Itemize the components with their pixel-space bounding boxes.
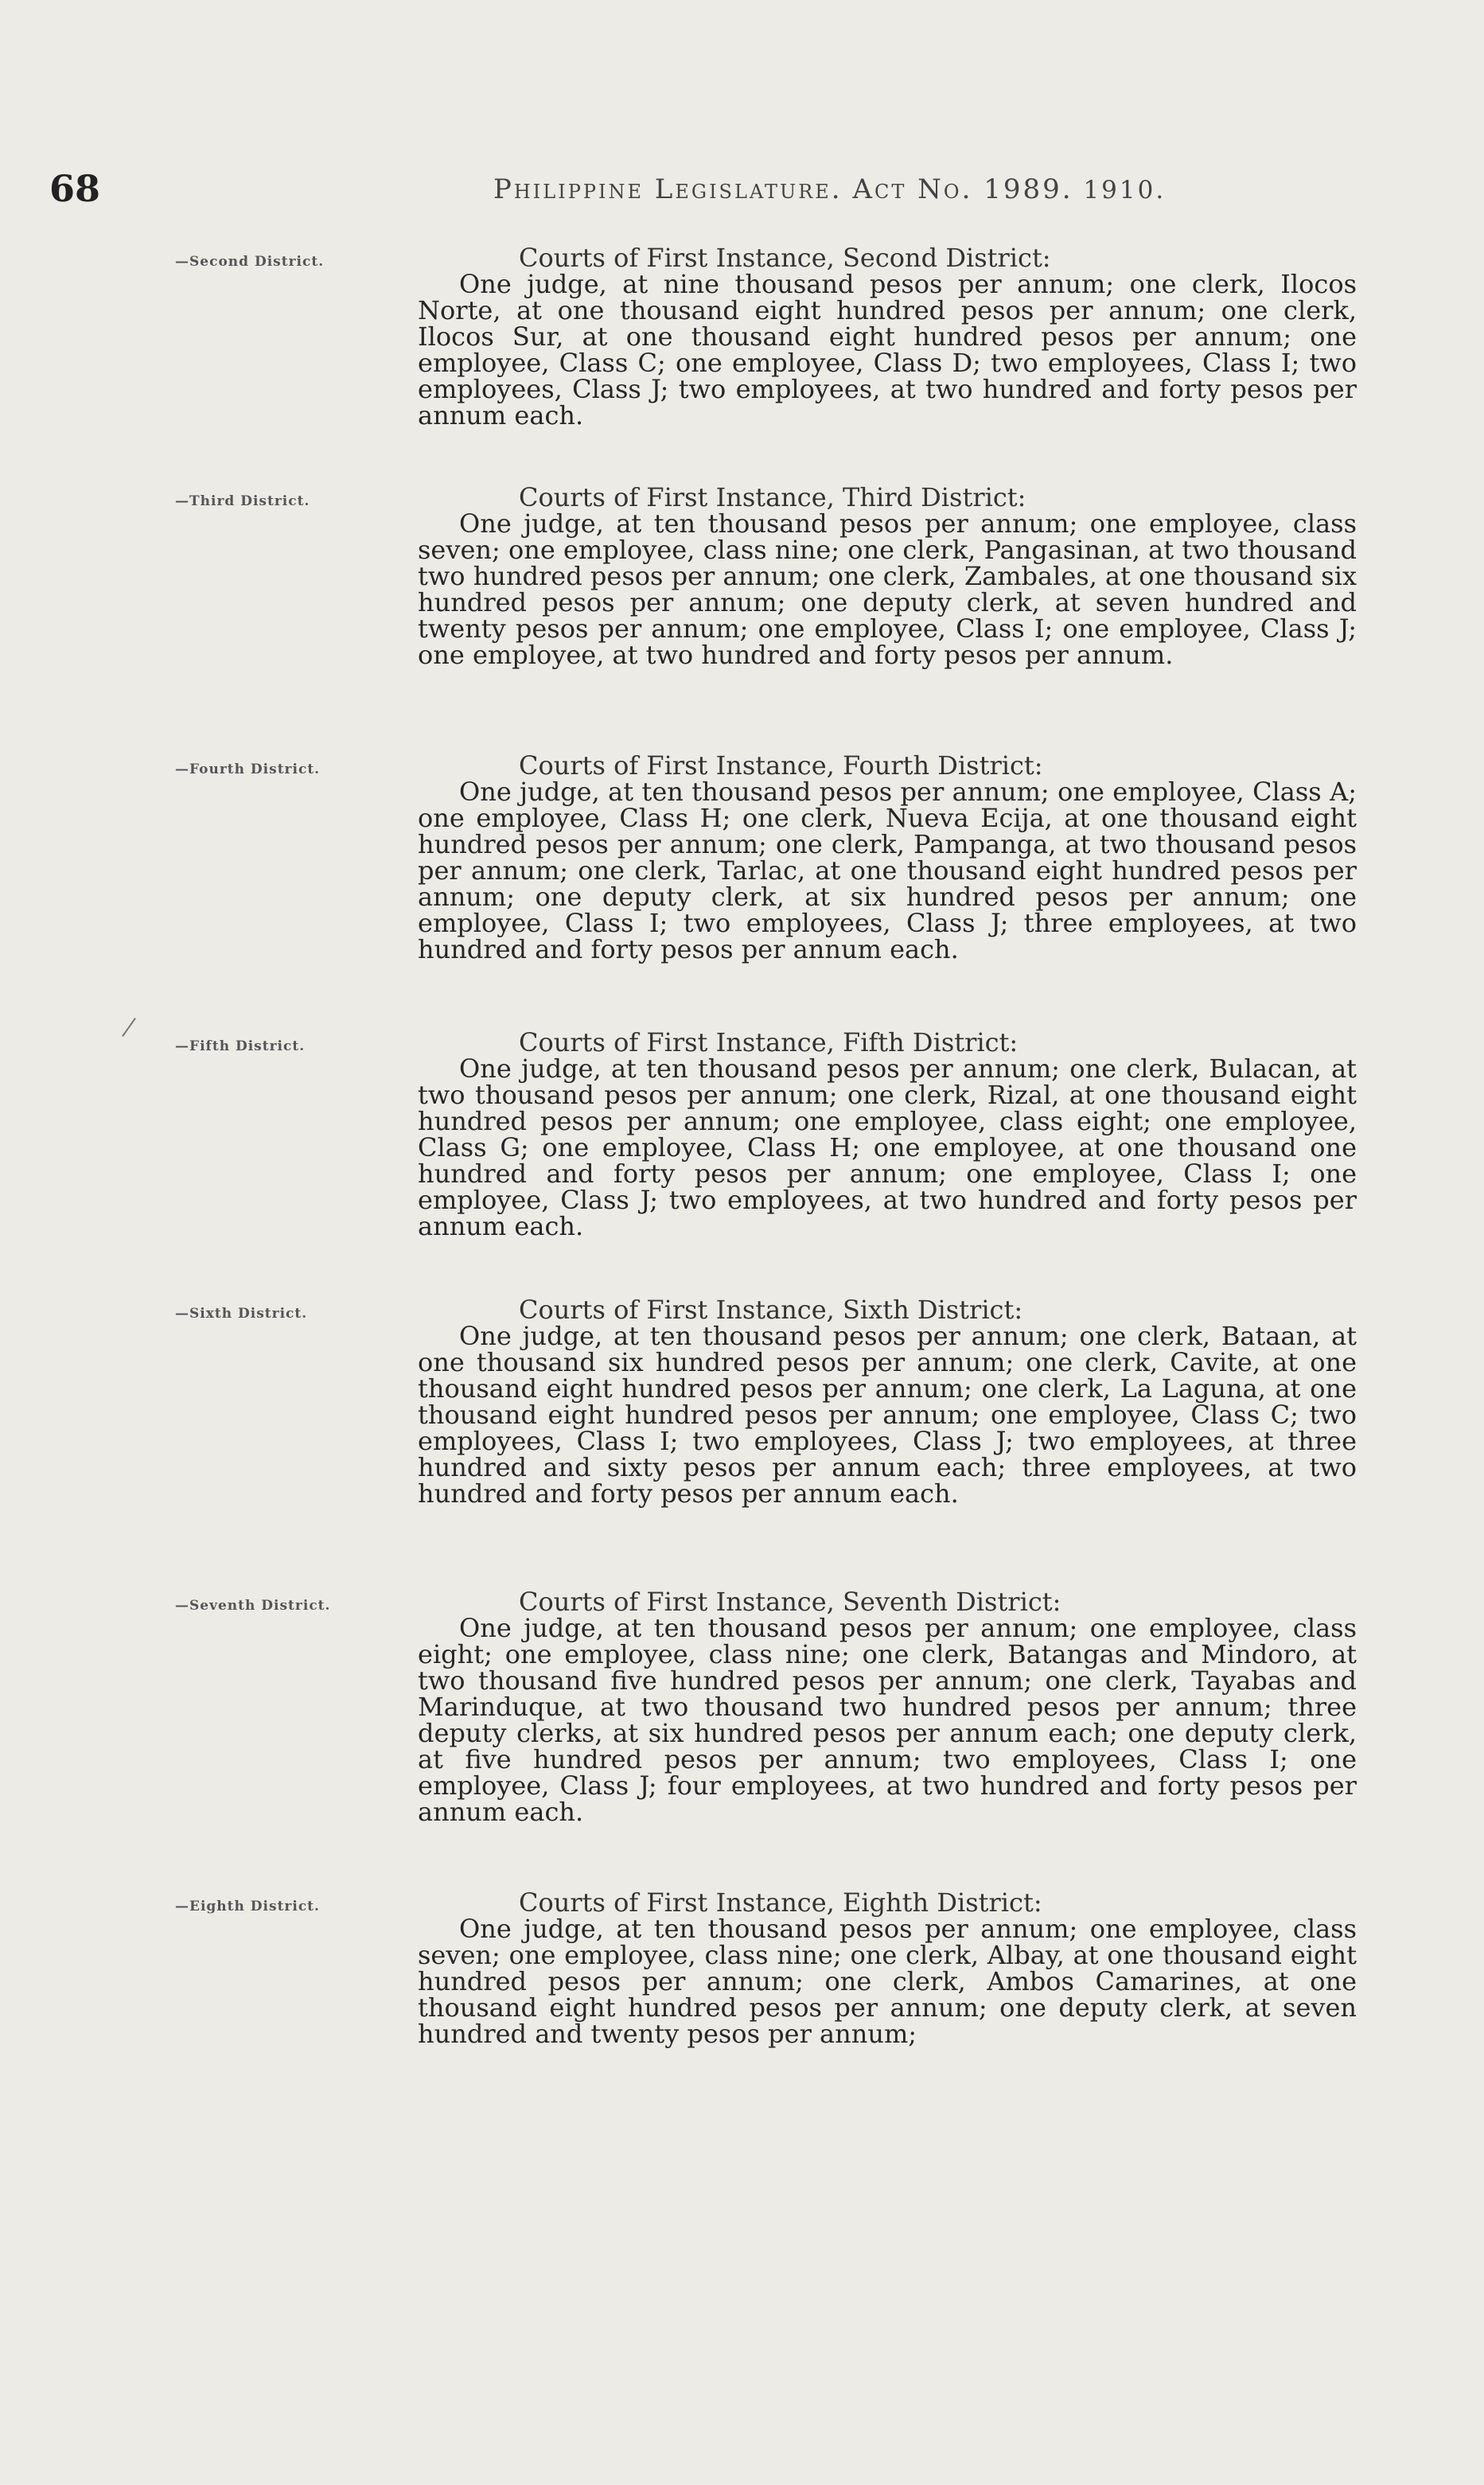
section-heading: Courts of First Instance, Fourth District: (519, 750, 1043, 781)
side-note: —Fourth District. (175, 761, 321, 777)
side-note: —Seventh District. (175, 1598, 331, 1614)
section-heading: Courts of First Instance, Second District: (519, 243, 1051, 273)
side-note: —Second District. (175, 254, 325, 270)
side-note: —Sixth District. (175, 1306, 308, 1322)
section-text: One judge, at ten thousand pesos per annum; one employee, Class A; one employee, Class H; one clerk, Nueva Ecija, at one thousand eight hundred pesos per annum; one clerk, Pampanga, at two thousand pesos per annum; one clerk, Tarlac, at one thousand eight hundred pesos per annum; one deputy clerk, at six hundred pesos per annum; one employee, Class I; two employees, Class J; three employees, at two hundred and forty pesos per annum each. (418, 777, 1357, 964)
stray-pencil-mark (122, 1018, 136, 1037)
section-heading: Courts of First Instance, Third District: (519, 482, 1026, 512)
section-text: One judge, at ten thousand pesos per annum; one clerk, Bataan, at one thousand six hundred pesos per annum; one clerk, Cavite, at one thousand eight hundred pesos per annum; one clerk, La Laguna, at one thousand eight hundred pesos per annum; one employee, Class C; two employees, Class I; two employees, Class J; two employees, at three hundred and sixty pesos per annum each; three employees, at two hundred and forty pesos per annum each. (418, 1321, 1357, 1509)
section-heading: Courts of First Instance, Fifth District: (519, 1027, 1019, 1057)
running-head (493, 173, 1166, 205)
section-heading: Courts of First Instance, Seventh District: (519, 1587, 1061, 1617)
page-number: 68 (49, 167, 101, 210)
running-head-year: 1910. (1083, 176, 1167, 204)
running-head-title: Philippine Legislature. (493, 173, 843, 205)
section-text: One judge, at nine thousand pesos per annum; one clerk, Ilocos Norte, at one thousand eight hundred pesos per annum; one clerk, Ilocos Sur, at one thousand eight hundred pesos per annum; one employee, Class C; one employee, Class D; two employees, Class I; two employees, Class J; two employees, at two hundred and forty pesos per annum each. (418, 269, 1357, 430)
running-head-act: Act No. 1989. (852, 173, 1073, 205)
section-text: One judge, at ten thousand pesos per annum; one clerk, Bulacan, at two thousand pesos per annum; one clerk, Rizal, at one thousand eight hundred pesos per annum; one employee, class eight; one employee, Class G; one employee, Class H; one employee, at one thousand one hundred and forty pesos per annum; one employee, Class I; one employee, Class J; two employees, at two hundred and forty pesos per annum each. (418, 1054, 1357, 1241)
side-note: —Third District. (175, 493, 310, 509)
side-note: —Eighth District. (175, 1899, 320, 1914)
section-text: One judge, at ten thousand pesos per annum; one employee, class eight; one employee, class nine; one clerk, Batangas and Mindoro, at two thousand five hundred pesos per annum; one clerk, Tayabas and Marinduque, at two thousand two hundred pesos per annum; three deputy clerks, at six hundred pesos per annum each; one deputy clerk, at five hundred pesos per annum; two employees, Class I; one employee, Class J; four employees, at two hundred and forty pesos per annum each. (418, 1613, 1357, 1827)
side-note: —Fifth District. (175, 1038, 306, 1054)
section-heading: Courts of First Instance, Eighth District: (519, 1887, 1042, 1918)
section-heading: Courts of First Instance, Sixth District: (519, 1295, 1023, 1325)
section-text: One judge, at ten thousand pesos per annum; one employee, class seven; one employee, class nine; one clerk, Albay, at one thousand eight hundred pesos per annum; one clerk, Ambos Camarines, at one thousand eight hundred pesos per annum; one deputy clerk, at seven hundred and twenty pesos per annum; (418, 1914, 1357, 2049)
section-text: One judge, at ten thousand pesos per annum; one employee, class seven; one employee, class nine; one clerk, Pangasinan, at two thousand two hundred pesos per annum; one clerk, Zambales, at one thousand six hundred pesos per annum; one deputy clerk, at seven hundred and twenty pesos per annum; one employee, Class I; one employee, Class J; one employee, at two hundred and forty pesos per annum. (418, 508, 1357, 670)
